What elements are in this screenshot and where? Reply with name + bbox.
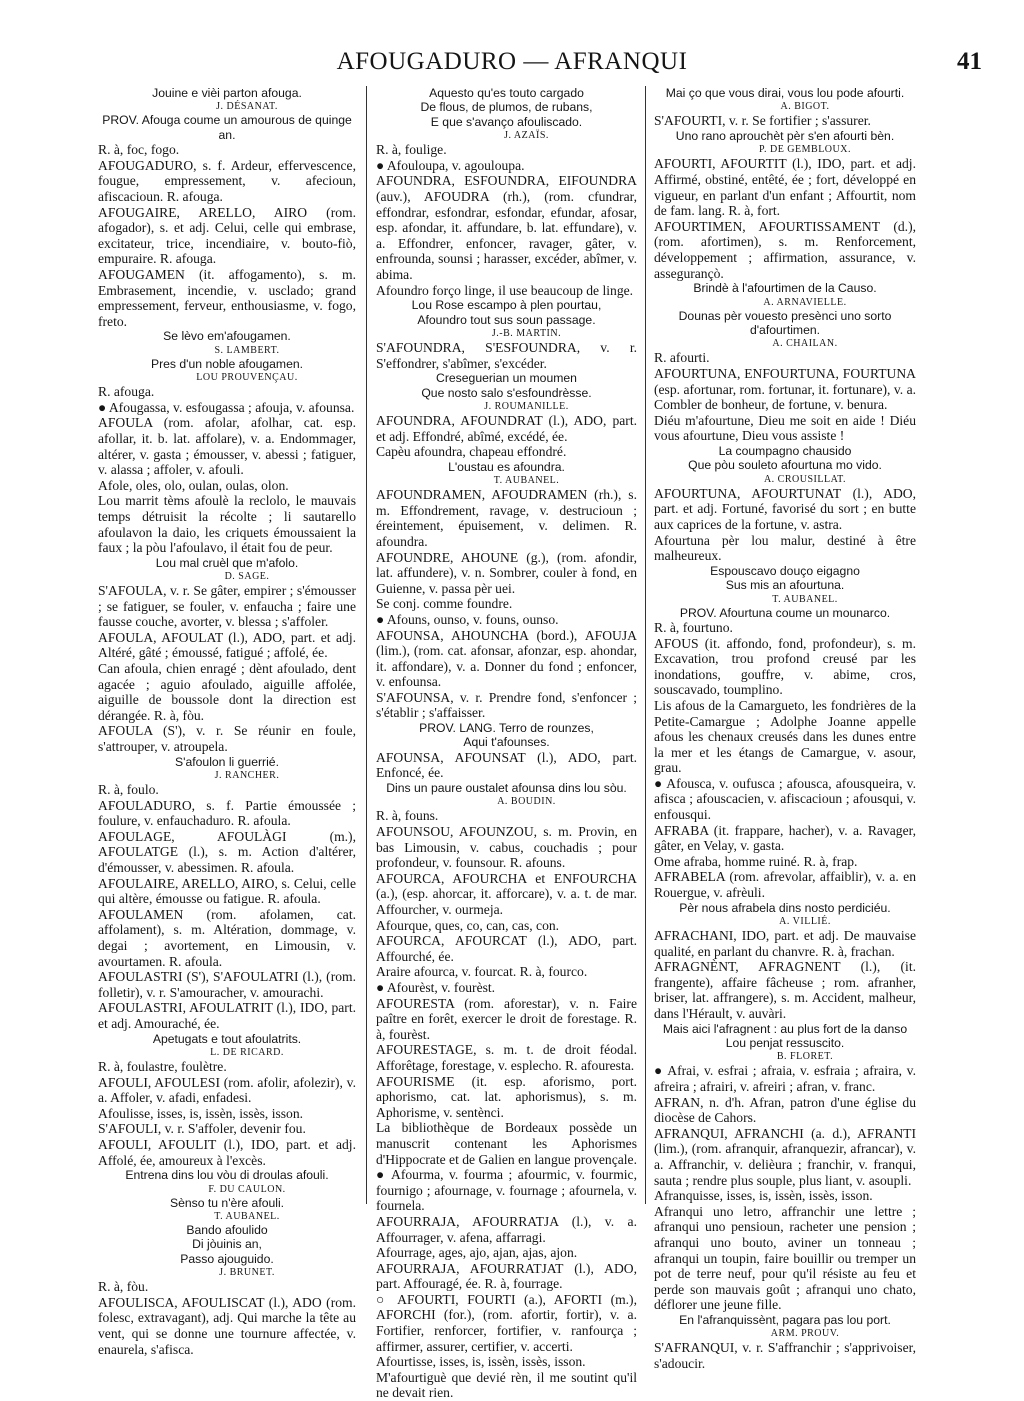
dictionary-entry: Afourrage, ages, ajo, ajan, ajas, ajon. <box>376 1245 578 1261</box>
quotation-line: E que s'avanço afouliscado. <box>430 114 583 129</box>
dictionary-entry: R. afouga. <box>98 384 155 400</box>
dictionary-entry: AFOULAIRE, ARELLO, AIRO, s. Celui, celle qui altère, émousse ou fatigue. R. afoula. <box>98 875 356 907</box>
dictionary-entry: AFOULADURO, s. f. Partie émoussée ; foulure, v. enfauchaduro. R. afoula. <box>98 797 356 829</box>
dictionary-entry: Afole, oles, olo, oulan, oulas, olon. <box>98 477 289 493</box>
dictionary-entry: AFOUNSOU, AFOUNZOU, s. m. Provin, en bas Limousin, v. cabus, couchadis ; pour profondeur, v. founsour. R. afouns. <box>376 824 637 871</box>
page-header <box>0 46 1024 80</box>
quotation-line: PROV. Afourtuna coume un mounarco. <box>679 605 891 620</box>
dictionary-entry: Diéu m'afourtune, Dieu me soit en aide ! Diéu vous afourtune, Dieu vous assiste ! <box>654 412 916 444</box>
quotation-line: Entrena dins lou vòu di droulas afouli. <box>125 1168 329 1183</box>
dictionary-entry: M'afourtiguè que devié rèn, il me soutint qu'il ne devait rien. <box>376 1369 637 1401</box>
quotation-source: J. ROUMANILLE. <box>484 400 569 412</box>
quotation-line: Mais aici l'afragnent : au plus fort de la danso <box>662 1021 908 1036</box>
dictionary-entry: AFOURTI, AFOURTIT (l.), IDO, part. et adj. Affirmé, obstiné, entêté, ée ; fort, développé en vigueur, en parlant d'un enfant ; Affourtit, nom de fam. lang. R. à, fort. <box>654 156 916 219</box>
quotation-line: Jouine e vièi parton afouga. <box>152 86 302 100</box>
dictionary-entry: ● Afougassa, v. esfougassa ; afouja, v. afounsa. <box>98 399 355 415</box>
column-left <box>98 86 356 1357</box>
dictionary-entry: AFOULAMEN (rom. afolamen, cat. affolament), s. m. Altération, dommage, v. degai ; avortement, en Limousin, v. avourtamen. R. afoula. <box>98 906 356 969</box>
quotation-source: J. BRUNET. <box>219 1267 275 1279</box>
dictionary-entry: ● Afouns, ounso, v. founs, ounso. <box>376 611 559 627</box>
quotation-line: Pres d'un noble afougamen. <box>150 356 304 371</box>
quotation-source: T. AUBANEL. <box>493 475 560 487</box>
dictionary-entry: R. à, fourtuno. <box>654 619 733 635</box>
dictionary-entry: Se conj. comme foundre. <box>376 596 513 612</box>
dictionary-entry: R. à, fòu. <box>98 1279 149 1295</box>
quotation-line: PROV. LANG. Terro de rounzes, <box>419 721 594 736</box>
quotation-line: Brindè à l'afourtimen de la Causo. <box>693 281 877 296</box>
dictionary-entry: AFOURESTA (rom. aforestar), v. n. Faire paître en forêt, exercer le droit de forestage. R. à, fourèst. <box>376 995 637 1042</box>
dictionary-entry: AFOULISCA, AFOULISCAT (l.), ADO (rom. folesc, extravagant), adj. Qui marche la tête au vent, qui se donne une tournure affectée, v. enaurela, s'afisca. <box>98 1294 356 1357</box>
dictionary-entry: S'AFOURTI, v. r. Se fortifier ; s'assurer. <box>654 113 871 129</box>
dictionary-entry: AFOUNDRA, AFOUNDRAT (l.), ADO, part. et adj. Effondré, abîmé, excédé, ée. <box>376 412 637 444</box>
quotation-line: Lou penjat ressuscito. <box>725 1036 845 1050</box>
quotation-line: Bando afoulido <box>186 1222 268 1237</box>
dictionary-entry: R. à, foulastre, foulètre. <box>98 1058 227 1074</box>
dictionary-entry: Ome afraba, homme ruiné. R. à, frap. <box>654 853 858 869</box>
dictionary-entry: AFOUNDRA, ESFOUNDRA, EIFOUNDRA (auv.), AFOUDRA (rh.), (rom. cfundrar, effondrar, esfondrar, esfondar, efundar, afosar, esp. afondar, it. affundare, b. lat. effundare), v. a. Effondrer, enfoncer, ravager, gâter, v. enfrounda, sounsi ; harasser, excéder, abîmer, v. abima. <box>376 173 637 282</box>
dictionary-entry: S'AFOULI, v. r. S'affoler, devenir fou. <box>98 1121 306 1137</box>
quotation-line: Lou mal cruèl que m'afolo. <box>155 555 299 570</box>
quotation-line: Aqui t'afounses. <box>463 735 550 750</box>
dictionary-entry: AFRABA (it. frappare, hacher), v. a. Ravager, gâter, en Velay, v. gasta. <box>654 822 916 854</box>
dictionary-entry: AFOURCA, AFOURCAT (l.), ADO, part. Affourché, ée. <box>376 933 637 964</box>
dictionary-entry: Afourtuna pèr lou malur, destiné à être malheureux. <box>654 532 916 564</box>
quotation-line: Que nosto salo s'esfoundrèsse. <box>421 385 592 400</box>
dictionary-entry: AFOUGADURO, s. f. Ardeur, effervescence, fougue, empressement, v. afecioun, afiscacioun. R. afouga. <box>98 157 356 204</box>
quotation-source: B. FLORET. <box>776 1051 834 1063</box>
column-divider <box>366 86 367 1204</box>
dictionary-entry: Afranqui uno letro, affranchir une lettre ; afranqui uno pensioun, racheter une pension ; afranqui uno bouto, aviner un tonneau ; afranqui un toupin, faire bouillir ou tremper un pot de terre neuf, pour qu'il résiste au feu et perde son mauvais goût ; afranqui uno chato, déflorer une jeune fille. <box>654 1203 916 1313</box>
dictionary-entry: R. à, foulige. <box>376 142 447 158</box>
quotation-source: A. CHAILAN. <box>772 338 838 350</box>
dictionary-entry: S'AFOUNDRA, S'ESFOUNDRA, v. r. S'effondrer, s'abîmer, s'excéder. <box>376 339 637 371</box>
dictionary-entry: AFOULA, AFOULAT (l.), ADO, part. et adj. Altéré, gâté ; émoussé, fatigué ; affolé, ée. <box>98 629 356 661</box>
column-right <box>654 86 916 1371</box>
quotation-source: T. AUBANEL. <box>214 1210 280 1222</box>
dictionary-entry: Afoundro forço linge, il use beaucoup de linge. <box>376 282 634 298</box>
quotation-source: A. VILLIÉ. <box>779 916 831 928</box>
dictionary-entry: ● Afousca, v. oufusca ; afousca, afousqueira, v. afisca ; afouscacien, v. afiscacioun ; afousqui, v. enfousqui. <box>654 775 916 823</box>
dictionary-entry: AFOULI, AFOULIT (l.), IDO, part. et adj. Affolé, ée, amoureux à l'excès. <box>98 1136 356 1168</box>
quotation-line: Passo ajouguido. <box>180 1251 274 1266</box>
dictionary-entry: Afoulisse, isses, is, issèn, issès, isson. <box>98 1105 304 1121</box>
quotation-source: J. RANCHER. <box>214 770 280 782</box>
dictionary-entry: AFOURTUNA, ENFOURTUNA, FOURTUNA (esp. afortunar, rom. fortunar, it. fortunare), v. a. Combler de bonheur, de fortune, v. benura. <box>654 365 916 413</box>
dictionary-entry: Lis afous de la Camargueto, les fondrières de la Petite-Camargue ; Adolphe Joanne appelle afous les chenaux creusés dans les dunes entre la mer et les étangs de Camargue, v. asour, grau. <box>654 697 916 776</box>
dictionary-entry: ● Afouloupa, v. agouloupa. <box>376 157 525 173</box>
dictionary-entry: AFOURTUNA, AFOURTUNAT (l.), ADO, part. et adj. Fortuné, favorisé du sort ; en butte aux caprices de la fortune, v. astra. <box>654 485 916 532</box>
dictionary-entry: Can afoula, chien enragé ; dènt afoulado, dent agacée ; aguio afoulado, aiguille affolée, aiguille de boussole dont la direction est dérangée. R. à, fòu. <box>98 661 356 723</box>
quotation-line: Espouscavo douço eigagno <box>710 563 860 578</box>
dictionary-entry: AFRAN, n. d'h. Afran, patron d'une église du diocèse de Cahors. <box>654 1094 916 1126</box>
dictionary-entry: AFRAGNÈNT, AFRAGNENT (l.), (it. frangente), affaire fâcheuse ; rom. afranher, briser, lat. affrangere), s. m. Accident, malheur, dans l'Hérault, v. auvàri. <box>654 959 916 1021</box>
quotation-source: T. AUBANEL. <box>772 593 838 605</box>
dictionary-entry: AFOUNDRE, AHOUNE (g.), (rom. afondir, lat. affundere), v. n. Sombrer, couler à fond, en Guienne, v. passa pèr uei. <box>376 549 637 596</box>
dictionary-entry: Afranquisse, isses, is, issèn, issès, isson. <box>654 1188 873 1204</box>
dictionary-entry: AFOUGAMEN (it. affogamento), s. m. Embrasement, incendie, v. usclado; grand empressement, ferveur, enthousiasme, v. fogo, freto. <box>98 266 356 329</box>
dictionary-entry: ● Afrai, v. esfrai ; afraia, v. esfraia ; afraira, v. afreira ; afrairi, v. afreiri ; afran, v. franc. <box>654 1063 916 1094</box>
dictionary-entry: AFOURISME (it. esp. aforismo, port. aphorismo, cat. lat. aphorismus), s. m. Aphorisme, v. sentènci. <box>376 1073 637 1120</box>
quotation-line: Uno rano aprouchèt pèr s'en afourti bèn. <box>675 129 895 143</box>
dictionary-entry: Lou marrit tèms afoulè la reclolo, le mauvais temps détruisit la récolte ; li sautarello afoulavon la daio, les criquets émoussaient la faux ; la pòu l'afoulavo, il était fou de peur. <box>98 493 356 556</box>
quotation-source: J. DÉSANAT. <box>216 101 278 113</box>
dictionary-entry: AFOURRAJA, AFOURRATJA (l.), v. a. Affourrager, v. afena, affarragi. <box>376 1213 637 1245</box>
quotation-line: Lou Rose escampo à plen pourtau, <box>411 298 602 313</box>
dictionary-entry: R. à, founs. <box>376 808 439 824</box>
dictionary-entry: La bibliothèque de Bordeaux possède un manuscrit contenant les Aphorismes d'Hippocrate et de Galien en langue provençale. <box>376 1120 637 1167</box>
dictionary-entry: AFOUS (it. affondo, fond, profondeur), s. m. Excavation, trou profond creusé par les inondations, gouffre, v. abime, cros, souscavado, toumplino. <box>654 635 916 698</box>
quotation-source: P. DE GEMBLOUX. <box>759 144 851 156</box>
column-middle <box>376 86 637 1401</box>
dictionary-entry: R. afourti. <box>654 350 710 366</box>
dictionary-entry: R. à, foc, fogo. <box>98 142 180 158</box>
quotation-line: Apetugats e tout afoulatrits. <box>152 1031 302 1046</box>
quotation-source: F. DU CAULON. <box>208 1183 286 1195</box>
dictionary-entry: AFRABELA (rom. afrevolar, affaiblir), v. a. en Rouergue, v. afrèuli. <box>654 869 916 901</box>
dictionary-entry: R. à, foulo. <box>98 782 159 798</box>
quotation-line: Aquesto qu'es touto cargado <box>429 86 584 100</box>
dictionary-entry: AFOULI, AFOULESI (rom. afolir, afolezir), v. a. Affoler, v. afadi, enfadesi. <box>98 1074 356 1106</box>
quotation-source: S. LAMBERT. <box>214 344 280 356</box>
quotation-source: J. AZAÏS. <box>504 130 549 142</box>
dictionary-entry: AFOULASTRI, AFOULATRIT (l.), IDO, part. et adj. Amouraché, ée. <box>98 1000 356 1031</box>
dictionary-entry: AFRACHANI, IDO, part. et adj. De mauvaise qualité, en parlant du chanvre. R. à, frachan. <box>654 928 916 959</box>
dictionary-entry: Capèu afoundra, chapeau effondré. <box>376 444 567 460</box>
dictionary-entry: S'AFOUNSA, v. r. Prendre fond, s'enfoncer ; s'établir ; s'affaisser. <box>376 689 637 721</box>
quotation-line: De flous, de plumos, de rubans, <box>420 100 593 115</box>
dictionary-entry: AFOUNSA, AHOUNCHA (bord.), AFOUJA (lim.), (rom. cat. afonsar, afonzar, esp. ahondar, it. affondare), v. a. Donner du fond ; enfoncer, v. enfounsa. <box>376 627 637 690</box>
quotation-line: PROV. Afouga coume un amourous de quinge an. <box>102 113 352 142</box>
quotation-line: S'afoulon li guerrié. <box>175 754 279 769</box>
dictionary-entry: AFOULAGE, AFOULÀGI (m.), AFOULATGE (l.), s. m. Action d'altérer, d'émousser, v. abessimen. R. afoula. <box>98 828 356 875</box>
quotation-line: Dins un paure oustalet afounsa dins lou sòu. <box>386 781 627 796</box>
dictionary-entry: AFOULASTRI (S'), S'AFOULATRI (l.), (rom. folletir), v. r. S'amouracher, v. amourachi. <box>98 969 356 1000</box>
quotation-line: Que pòu souleto afourtuna mo vido. <box>688 458 882 473</box>
dictionary-entry: AFOULA (rom. afolar, afolhar, cat. esp. afollar, it. b. lat. affolare), v. a. Endommager, altérer, v. gasta ; émousser, v. abessi ; fatiguer, v. alassa ; affoler, v. afouli. <box>98 415 356 478</box>
quotation-line: Afoundro tout sus soun passage. <box>417 312 596 327</box>
dictionary-entry: Afourtisse, isses, is, issèn, issès, isson. <box>376 1354 586 1370</box>
quotation-line: L'oustau es afoundra. <box>448 459 565 474</box>
quotation-line: Creseguerian un moumen <box>436 371 577 386</box>
quotation-line: Di jòuinis an, <box>192 1237 262 1252</box>
dictionary-entry: S'AFOULA, v. r. Se gâter, empirer ; s'émousser ; se fatiguer, se fouler, v. enfaucha ; faire une fausse couche, avorter, v. blessa ; s'affoler. <box>98 583 356 630</box>
dictionary-entry: AFOULA (S'), v. r. Se réunir en foule, s'attrouper, v. atroupela. <box>98 723 356 755</box>
quotation-line: Dounas pèr vouesto presènci uno sorto d'afourtimen. <box>678 308 892 337</box>
quotation-line: Se lèvo em'afougamen. <box>163 329 291 344</box>
running-title: AFOUGADURO — AFRANQUI <box>336 48 688 75</box>
quotation-line: Pèr nous afrabela dins nosto perdiciéu. <box>679 900 891 915</box>
quotation-line: Mai ço que vous dirai, vous lou pode afourti. <box>665 86 905 100</box>
dictionary-entry: AFOUNSA, AFOUNSAT (l.), ADO, part. Enfoncé, ée. <box>376 749 637 781</box>
dictionary-entry: Araire afourca, v. fourcat. R. à, fourco. <box>376 964 588 980</box>
dictionary-entry: AFOUNDRAMEN, AFOUDRAMEN (rh.), s. m. Effondrement, ravage, v. destrucioun ; éreintement, épuisement, v. delimen. R. afoundra. <box>376 487 637 549</box>
dictionary-entry: AFOURESTAGE, s. m. t. de droit féodal. Afforêtage, forestage, v. esplecho. R. afouresta. <box>376 1042 637 1073</box>
quotation-source: LOU PROUVENÇAU. <box>196 372 298 384</box>
page-number: 41 <box>957 48 982 75</box>
quotation-source: A. BIGOT. <box>780 101 830 113</box>
dictionary-entry: ● Afourma, v. fourma ; afourmic, v. fourmic, fournigo ; afournage, v. fournage ; afournela, v. fournela. <box>376 1167 637 1214</box>
dictionary-entry: ● Afourèst, v. fourèst. <box>376 980 496 995</box>
dictionary-entry: AFOURTIMEN, AFOURTISSAMENT (d.), (rom. afortimen), s. m. Renforcement, développement ; affirmation, assurance, v. assegurançò. <box>654 218 916 281</box>
dictionary-entry: Afourque, ques, co, can, cas, con. <box>376 917 560 933</box>
quotation-source: L. DE RICARD. <box>210 1046 284 1058</box>
quotation-source: A. CROUSILLAT. <box>763 473 847 485</box>
quotation-line: En l'afranquissènt, pagara pas lou port. <box>679 1312 891 1327</box>
dictionary-entry: AFOURCA, AFOURCHA et ENFOURCHA (a.), (esp. ahorcar, it. afforcare), v. a. t. de mar. Affourcher, v. ourmeja. <box>376 870 637 918</box>
quotation-source: A. ARNAVIELLE. <box>763 296 847 308</box>
quotation-source: ARM. PROUV. <box>770 1328 840 1340</box>
quotation-source: D. SAGE. <box>224 571 270 583</box>
dictionary-entry: AFRANQUI, AFRANCHI (a. d.), AFRANTI (lim.), (rom. afranquir, afranquezir, afrancar), v. a. Affranchir, v. delièura ; franchir, v. franqui, sauta ; rendre plus souple, plus liant, v. asoupli. <box>654 1125 916 1188</box>
dictionary-entry: AFOURRAJA, AFOURRATJAT (l.), ADO, part. Affouragé, ée. R. à, fourrage. <box>376 1260 637 1292</box>
quotation-line: Sènso tu n'ère afouli. <box>169 1195 285 1210</box>
dictionary-entry: S'AFRANQUI, v. r. S'affranchir ; s'apprivoiser, s'adoucir. <box>654 1340 916 1371</box>
dictionary-entry: AFOUGAIRE, ARELLO, AIRO (rom. afogador), s. et adj. Celui, celle qui embrase, excitateur, trice, incendiaire, v. bouto-fiò, empuraire. R. afouga. <box>98 204 356 267</box>
column-divider <box>645 86 646 1204</box>
quotation-source: A. BOUDIN. <box>497 796 556 808</box>
quotation-source: J.-B. MARTIN. <box>491 327 562 339</box>
quotation-line: La coumpagno chausido <box>718 443 852 458</box>
dictionary-entry: ○ AFOURTI, FOURTI (a.), AFORTI (m.), AFORCHI (for.), (rom. afortir, fortir), v. a. Fortifier, renforcer, fortifier, v. ranfourça ; affirmer, assurer, certifier, v. accerti. <box>376 1291 637 1354</box>
quotation-line: Sus mis an afourtuna. <box>725 578 845 593</box>
